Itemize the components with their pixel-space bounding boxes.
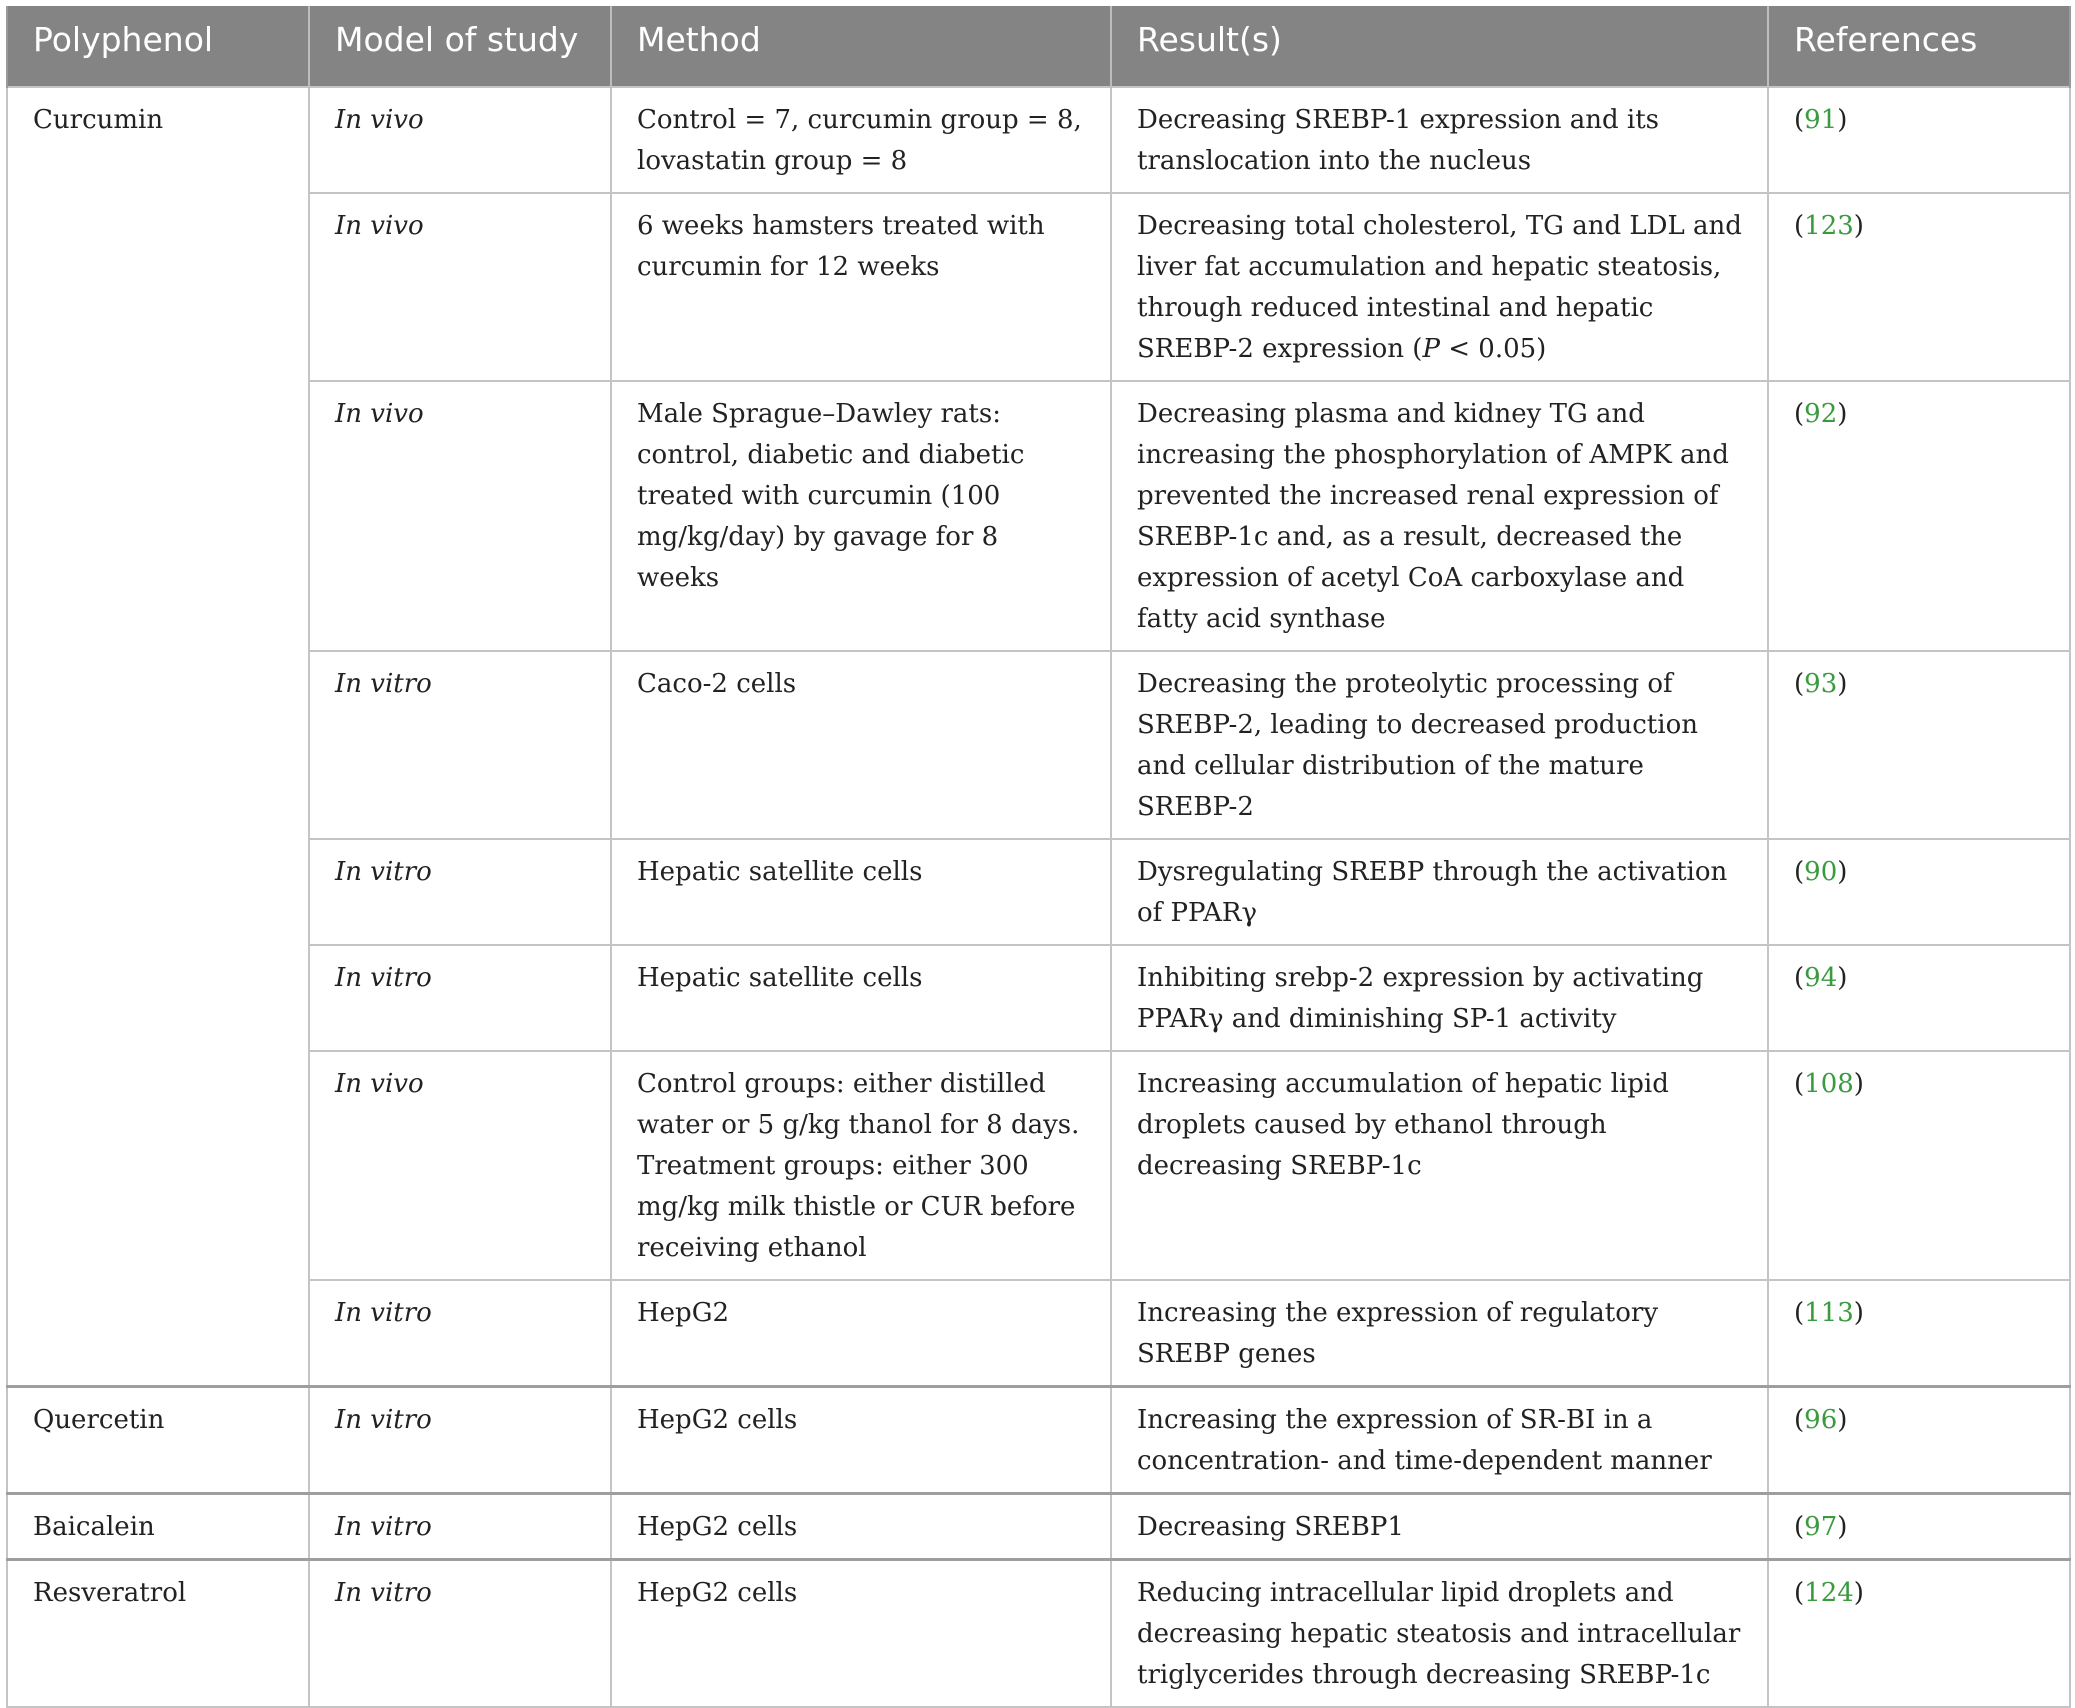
result-cell: Decreasing the proteolytic processing of SREBP-2, leading to decreased production and cellular distribution of the mature SREBP-2 <box>1111 651 1768 839</box>
method-cell: Male Sprague–Dawley rats: control, diabetic and diabetic treated with curcumin (100 mg/kg/day) by gavage for 8 weeks <box>611 381 1111 651</box>
table-row <box>7 87 2070 193</box>
result-cell: Decreasing SREBP-1 expression and its translocation into the nucleus <box>1111 87 1768 193</box>
header-polyphenol: Polyphenol <box>7 6 309 87</box>
polyphenol-cell: Baicalein <box>7 1494 309 1560</box>
polyphenol-srebp-table <box>6 6 2071 1708</box>
table-row <box>7 193 2070 381</box>
table-row <box>7 839 2070 945</box>
p-value-text: < 0.05) <box>1439 334 1547 364</box>
reference-cell: (93) <box>1768 651 2070 839</box>
polyphenol-cell: Curcumin <box>7 87 309 1387</box>
method-cell: Hepatic satellite cells <box>611 839 1111 945</box>
reference-cell: (108) <box>1768 1051 2070 1280</box>
reference-link[interactable]: 123 <box>1804 211 1854 241</box>
reference-cell: (92) <box>1768 381 2070 651</box>
reference-cell: (97) <box>1768 1494 2070 1560</box>
result-text: Decreasing total cholesterol, TG and LDL and liver fat accumulation and hepatic steatosis, through reduced intestinal and hepatic SREBP-2 expression <box>1137 211 1742 364</box>
model-cell: In vitro <box>309 1280 611 1387</box>
reference-link[interactable]: 94 <box>1804 963 1838 993</box>
method-cell: Control groups: either distilled water or 5 g/kg thanol for 8 days. Treatment groups: either 300 mg/kg milk thistle or CUR before receiving ethanol <box>611 1051 1111 1280</box>
reference-cell: (124) <box>1768 1560 2070 1708</box>
model-cell: In vivo <box>309 87 611 193</box>
model-cell: In vitro <box>309 651 611 839</box>
reference-link[interactable]: 96 <box>1804 1405 1838 1435</box>
polyphenol-cell: Resveratrol <box>7 1560 309 1708</box>
table-row <box>7 1560 2070 1708</box>
model-cell: In vitro <box>309 1494 611 1560</box>
p-value-symbol: P <box>1422 334 1440 364</box>
method-cell: HepG2 cells <box>611 1560 1111 1708</box>
header-results: Result(s) <box>1111 6 1768 87</box>
method-cell: Control = 7, curcumin group = 8, lovastatin group = 8 <box>611 87 1111 193</box>
result-cell: Increasing the expression of regulatory SREBP genes <box>1111 1280 1768 1387</box>
model-cell: In vitro <box>309 839 611 945</box>
reference-link[interactable]: 108 <box>1804 1069 1854 1099</box>
header-model: Model of study <box>309 6 611 87</box>
method-cell: 6 weeks hamsters treated with curcumin for 12 weeks <box>611 193 1111 381</box>
reference-cell: (123) <box>1768 193 2070 381</box>
reference-link[interactable]: 97 <box>1804 1512 1838 1542</box>
table-row <box>7 651 2070 839</box>
table-row <box>7 1280 2070 1387</box>
reference-cell: (96) <box>1768 1387 2070 1494</box>
header-references: References <box>1768 6 2070 87</box>
table-row <box>7 945 2070 1051</box>
table-row <box>7 1051 2070 1280</box>
header-row <box>7 6 2070 87</box>
result-cell: Decreasing total cholesterol, TG and LDL and liver fat accumulation and hepatic steatosis, through reduced intestinal and hepatic SREBP-2 expression (P < 0.05) <box>1111 193 1768 381</box>
result-cell: Decreasing SREBP1 <box>1111 1494 1768 1560</box>
table-row <box>7 381 2070 651</box>
reference-cell: (90) <box>1768 839 2070 945</box>
method-cell: HepG2 <box>611 1280 1111 1387</box>
table-row <box>7 1494 2070 1560</box>
reference-link[interactable]: 90 <box>1804 857 1838 887</box>
reference-link[interactable]: 124 <box>1804 1578 1854 1608</box>
model-cell: In vitro <box>309 1387 611 1494</box>
model-cell: In vitro <box>309 945 611 1051</box>
method-cell: Hepatic satellite cells <box>611 945 1111 1051</box>
result-cell: Increasing accumulation of hepatic lipid droplets caused by ethanol through decreasing SREBP-1c <box>1111 1051 1768 1280</box>
result-cell: Dysregulating SREBP through the activation of PPARγ <box>1111 839 1768 945</box>
reference-cell: (113) <box>1768 1280 2070 1387</box>
model-cell: In vivo <box>309 381 611 651</box>
model-cell: In vitro <box>309 1560 611 1708</box>
result-cell: Reducing intracellular lipid droplets and decreasing hepatic steatosis and intracellular triglycerides through decreasing SREBP-1c <box>1111 1560 1768 1708</box>
reference-cell: (91) <box>1768 87 2070 193</box>
reference-link[interactable]: 93 <box>1804 669 1838 699</box>
result-cell: Inhibiting srebp-2 expression by activating PPARγ and diminishing SP-1 activity <box>1111 945 1768 1051</box>
reference-link[interactable]: 113 <box>1804 1298 1854 1328</box>
reference-link[interactable]: 92 <box>1804 399 1838 429</box>
method-cell: HepG2 cells <box>611 1494 1111 1560</box>
header-method: Method <box>611 6 1111 87</box>
result-cell: Increasing the expression of SR-BI in a concentration- and time-dependent manner <box>1111 1387 1768 1494</box>
polyphenol-cell: Quercetin <box>7 1387 309 1494</box>
reference-link[interactable]: 91 <box>1804 105 1838 135</box>
reference-cell: (94) <box>1768 945 2070 1051</box>
result-cell: Decreasing plasma and kidney TG and increasing the phosphorylation of AMPK and prevented the increased renal expression of SREBP-1c and, as a result, decreased the expression of acetyl CoA carboxylase and fatty acid synthase <box>1111 381 1768 651</box>
table-row <box>7 1387 2070 1494</box>
method-cell: Caco-2 cells <box>611 651 1111 839</box>
model-cell: In vivo <box>309 193 611 381</box>
model-cell: In vivo <box>309 1051 611 1280</box>
method-cell: HepG2 cells <box>611 1387 1111 1494</box>
